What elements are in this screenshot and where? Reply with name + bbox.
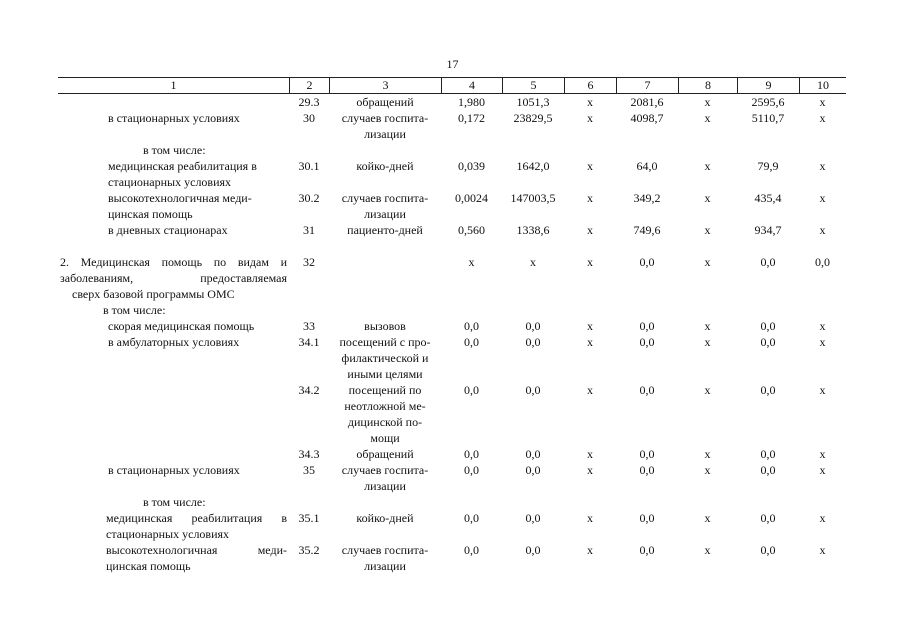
row-unit: обращений: [356, 447, 414, 461]
value-c7: 2081,6: [630, 95, 664, 109]
row-unit: случаев госпита- лизации: [341, 111, 429, 141]
value-c8: х: [704, 335, 711, 349]
value-c9: 0,0: [760, 463, 776, 477]
value-c7: 0,0: [639, 463, 655, 477]
header-col-3: 3: [329, 78, 441, 93]
row-label: медицинская реабилитация в стационарных условиях: [108, 159, 257, 189]
header-col-6: 6: [564, 78, 616, 93]
row-code: 31: [303, 223, 315, 237]
value-c7: 0,0: [639, 335, 655, 349]
value-c7: 0,0: [639, 383, 655, 397]
value-c4: 0,0: [464, 543, 479, 557]
value-c8: х: [704, 319, 711, 333]
row-code: 35.2: [298, 543, 320, 557]
value-c7: 0,0: [639, 543, 655, 557]
value-c9: 435,4: [754, 191, 782, 205]
value-c6: х: [587, 191, 593, 205]
row-label: в том числе:: [103, 303, 166, 317]
value-c10: х: [819, 463, 826, 477]
value-c9: 2595,6: [751, 95, 785, 109]
header-col-10: 10: [799, 78, 846, 93]
value-c8: х: [704, 159, 711, 173]
row-code: 32: [303, 255, 315, 269]
value-c4: 1,980: [458, 95, 485, 109]
value-c10: х: [819, 95, 826, 109]
value-c7: 749,6: [633, 223, 661, 237]
value-c9: 0,0: [760, 335, 776, 349]
value-c4: 0,0: [464, 511, 479, 525]
row-label: высокотехнологичная меди- цинская помощь: [106, 543, 287, 573]
row-code: 34.3: [298, 447, 320, 461]
value-c5: 0,0: [525, 463, 541, 477]
value-c8: х: [704, 255, 711, 269]
value-c6: х: [587, 223, 593, 237]
header-col-4: 4: [441, 78, 502, 93]
value-c9: 0,0: [760, 543, 776, 557]
value-c9: 79,9: [757, 159, 779, 173]
value-c8: х: [704, 95, 711, 109]
value-c10: х: [819, 223, 826, 237]
value-c5: х: [530, 255, 536, 269]
value-c5: 0,0: [525, 335, 541, 349]
row-code: 35.1: [298, 511, 320, 525]
value-c7: 64,0: [636, 159, 658, 173]
value-c5: 23829,5: [513, 111, 553, 125]
row-label: скорая медицинская помощь: [108, 319, 255, 333]
value-c6: х: [587, 111, 593, 125]
row-label: в том числе:: [143, 495, 206, 509]
value-c5: 0,0: [525, 511, 541, 525]
row-label: 2. Медицинская помощь по видам и заболеваниям, предоставляемая сверх базовой программы ОМС: [60, 255, 287, 301]
value-c5: 1338,6: [516, 223, 550, 237]
value-c10: 0,0: [815, 255, 830, 269]
table-header-row: [58, 77, 846, 94]
row-unit: случаев госпита- лизации: [341, 463, 429, 493]
row-unit: случаев госпита- лизации: [341, 543, 429, 573]
row-code: 30: [303, 111, 315, 125]
value-c8: х: [704, 223, 711, 237]
value-c7: 0,0: [639, 447, 655, 461]
row-code: 33: [303, 319, 315, 333]
page-number: 17: [446, 57, 459, 71]
header-col-1: 1: [170, 78, 177, 92]
value-c5: 0,0: [525, 383, 541, 397]
value-c8: х: [704, 111, 711, 125]
value-c7: 4098,7: [630, 111, 664, 125]
header-col-9: 9: [737, 78, 799, 93]
row-unit: вызовов: [364, 319, 406, 333]
value-c8: х: [704, 511, 711, 525]
value-c10: х: [819, 335, 826, 349]
row-label: в том числе:: [143, 143, 206, 157]
row-label: в стационарных условиях: [108, 463, 240, 477]
value-c5: 147003,5: [510, 191, 556, 205]
value-c4: 0,0: [464, 319, 479, 333]
header-col-7: 7: [616, 78, 678, 93]
value-c8: х: [704, 463, 711, 477]
value-c7: 0,0: [639, 319, 655, 333]
value-c6: х: [587, 255, 593, 269]
value-c10: х: [819, 543, 826, 557]
row-label: в дневных стационарах: [108, 223, 228, 237]
row-label: высокотехнологичная меди- цинская помощь: [108, 191, 252, 221]
header-col-2: 2: [289, 78, 329, 93]
row-unit: посещений по неотложной ме- дицинской по- мощи: [344, 383, 426, 445]
row-unit: пациенто-дней: [347, 223, 423, 237]
value-c6: х: [587, 543, 593, 557]
value-c7: 0,0: [639, 511, 655, 525]
value-c8: х: [704, 191, 711, 205]
value-c5: 0,0: [525, 319, 541, 333]
row-code: 34.2: [298, 383, 320, 397]
value-c8: х: [704, 383, 711, 397]
row-code: 34.1: [298, 335, 320, 349]
value-c6: х: [587, 335, 593, 349]
value-c4: 0,560: [458, 223, 485, 237]
value-c10: х: [819, 511, 826, 525]
value-c6: х: [587, 463, 593, 477]
value-c8: х: [704, 543, 711, 557]
row-unit: койко-дней: [356, 511, 414, 525]
value-c10: х: [819, 159, 826, 173]
value-c9: 0,0: [760, 383, 776, 397]
value-c10: х: [819, 191, 826, 205]
header-col-5: 5: [502, 78, 564, 93]
value-c10: х: [819, 111, 826, 125]
value-c6: х: [587, 511, 593, 525]
row-unit: случаев госпита- лизации: [341, 191, 429, 221]
value-c4: 0,0024: [455, 191, 488, 205]
value-c5: 0,0: [525, 543, 541, 557]
value-c4: х: [468, 255, 475, 269]
value-c6: х: [587, 383, 593, 397]
value-c6: х: [587, 95, 593, 109]
row-code: 29.3: [298, 95, 320, 109]
value-c9: 0,0: [760, 511, 776, 525]
row-code: 30.1: [298, 159, 320, 173]
row-code: 35: [303, 463, 315, 477]
value-c4: 0,0: [464, 383, 479, 397]
header-col-8: 8: [678, 78, 737, 93]
value-c10: х: [819, 383, 826, 397]
value-c10: х: [819, 447, 826, 461]
value-c4: 0,0: [464, 335, 479, 349]
value-c4: 0,172: [458, 111, 485, 125]
row-unit: койко-дней: [356, 159, 414, 173]
value-c4: 0,0: [464, 447, 479, 461]
value-c5: 1642,0: [516, 159, 550, 173]
row-unit: обращений: [356, 95, 414, 109]
value-c6: х: [587, 159, 593, 173]
value-c5: 1051,3: [516, 95, 550, 109]
value-c7: 349,2: [633, 191, 661, 205]
value-c5: 0,0: [525, 447, 541, 461]
value-c4: 0,039: [458, 159, 485, 173]
value-c9: 5110,7: [751, 111, 785, 125]
row-label: в амбулаторных условиях: [108, 335, 240, 349]
value-c6: х: [587, 319, 593, 333]
value-c10: х: [819, 319, 826, 333]
row-unit: посещений с про- филактической и иными целями: [339, 335, 431, 381]
value-c9: 934,7: [754, 223, 782, 237]
row-label: в стационарных условиях: [108, 111, 240, 125]
value-c8: х: [704, 447, 711, 461]
row-code: 30.2: [298, 191, 320, 205]
value-c9: 0,0: [760, 447, 776, 461]
row-label: медицинская реабилитация в стационарных условиях: [106, 511, 287, 541]
value-c6: х: [587, 447, 593, 461]
value-c7: 0,0: [639, 255, 655, 269]
value-c9: 0,0: [760, 255, 776, 269]
value-c9: 0,0: [760, 319, 776, 333]
value-c4: 0,0: [464, 463, 479, 477]
